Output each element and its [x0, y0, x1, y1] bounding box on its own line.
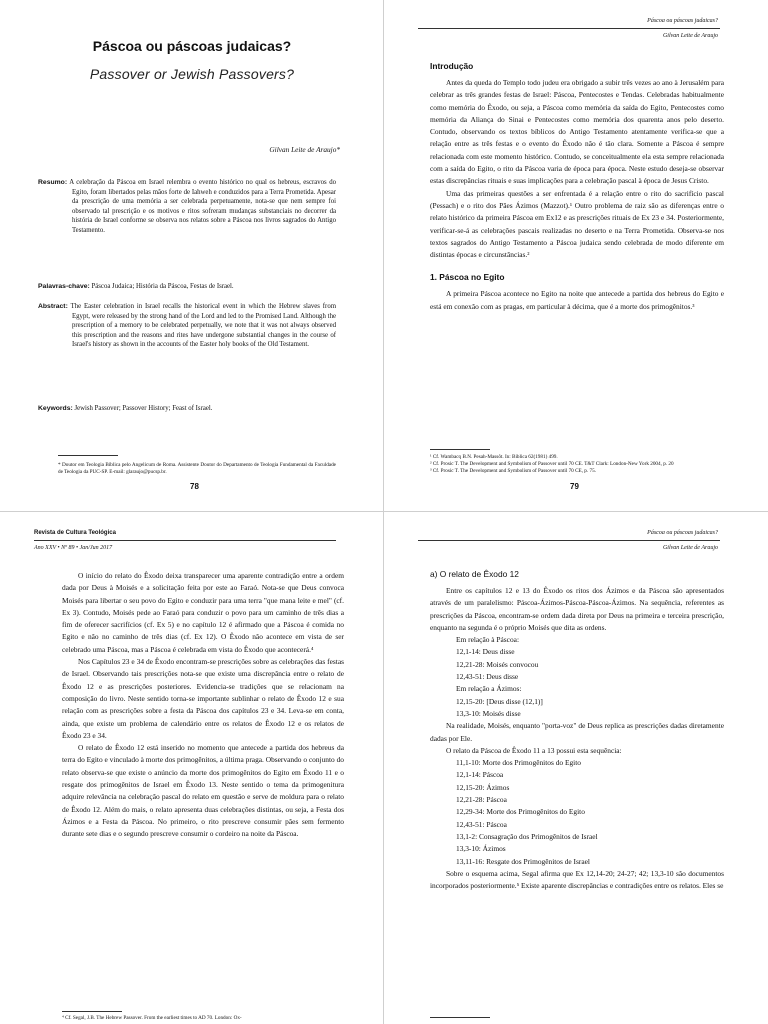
running-header-author: Gilvan Leite de Araujo	[662, 545, 718, 551]
list-item: 12,21-28: Páscoa	[456, 795, 507, 805]
list-item: 11,1-10: Morte dos Primogênitos do Egito	[456, 758, 581, 768]
article-title-pt: Páscoa ou páscoas judaicas?	[92, 38, 292, 54]
list-item: 12,43-51: Páscoa	[456, 819, 507, 829]
section-heading-relato-exodo-12: a) O relato de Êxodo 12	[430, 569, 519, 579]
running-header-journal: Revista de Cultura Teológica	[34, 530, 116, 536]
paragraph: Antes da queda do Templo todo judeu era obrigado a subir três vezes ao ano à Jerusalém para celebrar as três grandes festas de Israel: Páscoa, Pentecostes e Tendas. Celebradas habitualmente como memória do Êxodo, ou seja, a Páscoa como memória da saída do Egito, Pentecostes como memória da Aliança do Sinai e Pentecostes como memória dos quarenta anos pelo deserto. Contudo, observando os textos bíblicos do Antigo Testamento atentamente verifica-se que a relação entre as três festas e o evento do Êxodo não é tão clara. Somente a Páscoa é sempre relacionada com este momento histórico. Contudo, se conceitualmente ela esta sempre relacionada com a saída do Egito, o rito da Páscoa varia de época para época. Neste estudo deseja-se observar estas discrepâncias rituais e suas implicações para a celebração pascal à época de Jesus Cristo.	[430, 78, 724, 186]
footnote-1: ¹ Cf. Wambacq B.N. Pesah-Massôt. In: Biblica 62(1981) 499.	[430, 454, 558, 460]
list-item: 12,1-14: Deus disse	[456, 647, 515, 657]
section-heading-pascoa-egito: 1. Páscoa no Egito	[430, 272, 505, 283]
page-number-78: 78	[190, 482, 199, 491]
page-79	[384, 0, 768, 512]
abstract-block	[38, 302, 336, 350]
page-80	[0, 512, 384, 1024]
paragraph: O relato da Páscoa de Êxodo 11 a 13 possui esta sequência:	[446, 745, 622, 755]
footnote-rule	[430, 449, 490, 450]
footnote-rule	[58, 455, 118, 456]
list-item: Em relação a Ázimos:	[456, 684, 522, 694]
palavras-chave-label: Palavras-chave:	[38, 283, 90, 290]
article-title-en: Passover or Jewish Passovers?	[89, 66, 295, 82]
running-header-title: Páscoa ou páscoas judaicas?	[647, 18, 718, 24]
list-item: 13,1-2: Consagração dos Primogênitos de Israel	[456, 831, 598, 841]
abstract-label: Abstract:	[38, 303, 68, 310]
running-header-title: Páscoa ou páscoas judaicas?	[647, 530, 718, 536]
header-rule	[34, 540, 336, 541]
header-rule	[418, 540, 720, 541]
page-79-body	[430, 60, 724, 313]
page-number-79: 79	[570, 482, 579, 491]
footnote-rule	[62, 1011, 122, 1012]
resumo-label: Resumo:	[38, 179, 68, 186]
list-item: 13,3-10: Ázimos	[456, 844, 506, 854]
footnote-4: ⁴ Cf. Segal, J.B. The Hebrew Passover. From the earliest times to AD 70. London: Ox-	[62, 1015, 242, 1021]
list-item: 12,43-51: Deus disse	[456, 672, 519, 682]
list-item: 12,1-14: Páscoa	[456, 770, 504, 780]
list-item: 12,29-34: Morte dos Primogênitos do Egito	[456, 807, 585, 817]
list-item: 12,21-28: Moisés convocou	[456, 659, 539, 669]
footnote-3: ³ Cf. Prosic T. The Development and Symbolism of Passover until 70 CE, p. 75.	[430, 468, 596, 475]
page-78	[0, 0, 384, 512]
resumo-block	[38, 178, 336, 236]
paragraph: O início do relato do Êxodo deixa transparecer uma aparente contradição entre a ordem dada por Deus à Moisés e a solicitação feita por este ao Faraó. Nota-se que Deus convoca Moisés para libertar o seu povo do Egito e conduzir para uma terra "que mana leite e mel" (cf. Ex 3). Contudo, Moisés pede ao Faraó para conduzir o povo para um caminho de três dias a fim de oferecer sacrifícios (cf. Ex 5) e no capítulo 12 é afirmado que a Páscoa é comida no Egito e não no caminho de três dias (cf. Ex 12). O Êxodo não acontece em vista de ser celebrado uma Páscoa, mas a Páscoa é celebrada em vista do Êxodo que acontecerá.⁴	[62, 571, 344, 654]
running-header-issue: Ano XXV • Nº 89 • Jan/Jun 2017	[34, 545, 113, 551]
paragraph: Nos Capítulos 23 e 34 de Êxodo encontram-se prescrições sobre as celebrações das festas de Israel. Observando tais prescrições nota-se que existe uma discrepância entre o relato de Êxodo 12 e as prescrições posteriores. Evidencia-se tradições que se relacionam na composição do livro. Neste sentido torna-se importante sublinhar o relato de Êxodo 12 e sua relação com as prescrições sobre a festa da Páscoa dos capítulos 23 e 34. Leva-se em conta, ainda, que existe um problema de calendário entre os relatos de Êxodo 12 e os relatos de Êxodo 23 e 34.	[62, 657, 344, 740]
palavras-chave-block	[38, 282, 336, 292]
paragraph: Sobre o esquema acima, Segal afirma que Ex 12,14-20; 24-27; 42; 13,3-10 são documentos incorporados posteriormente.⁵ Existe aparente discrepâncias e contradições entre os relatos. Eles se	[430, 868, 724, 891]
resumo-text: A celebração da Páscoa em Israel relembra o evento histórico no qual os hebreus, escravos do Egito, foram libertados pelas mãos forte de Iahweh e conduzidos para a Terra Prometida. Apesar da prescrição de uma memória a ser celebrada perpetuamente, nota-se que nem sempre foi observado tal prescrição e os motivos e ritos sofreram mudanças substanciais no decorrer da história de Israel conforme se observa nos relatos sobre a Páscoa nos livros sagrados do Antigo Testamento.	[69, 179, 336, 234]
footnote-2: ² Cf. Prosic T. The Development and Symbolism of Passover until 70 CE. T&T Clark: London-New York 2004, p. 20	[430, 461, 674, 468]
keywords-label: Keywords:	[38, 405, 73, 412]
keywords-block	[38, 404, 336, 414]
list-item: 12,15-20: [Deus disse (12,1)]	[456, 696, 543, 706]
section-heading-introducao: Introdução	[430, 61, 474, 71]
paragraph: O relato de Êxodo 12 está inserido no momento que antecede a partida dos hebreus da terra do Egito e vinculado à morte dos primogênitos, a última praga. Observando o conjunto do relato observa-se que existe o anúncio da morte dos primogênitos do Egito em Êxodo 11 e o resgate dos primogênitos de Israel em Êxodo 13. Neste sentido o tema da primogenitura adquire relevância na celebração pascal do relato em questão e serve de moldura para o relato de Êxodo 12. Além do mais, o relato apresenta duas celebrações distintas, ou seja, a Festa dos Ázimos e a Festa da Páscoa. No primeiro, o rito prescreve consumir pães sem fermento durante sete dias e o segundo prescreve consumir o cordeiro na noite da Páscoa.	[62, 743, 344, 839]
list-item: 12,15-20: Ázimos	[456, 782, 510, 792]
footnote-rule	[430, 1017, 490, 1018]
page-81	[384, 512, 768, 1024]
paragraph: Na realidade, Moisés, enquanto "porta-voz" de Deus replica as prescrições dadas diretamente dadas por Ele.	[430, 721, 724, 743]
page-81-body	[430, 568, 724, 892]
abstract-text: The Easter celebration in Israel recalls the historical event in which the Hebrew slaves from Egypt, were released by the strong hand of the Lord and led to the Promised Land. Although the prescription of a memory to be celebrated perpetually, we note that it was not always observed this prescription and the reasons and rites have undergone substantial changes in the course of Israel's history as shown in the accounts of the Easter holy books of the Old Testament.	[70, 303, 336, 349]
paragraph: Uma das primeiras questões a ser enfrentada é a relação entre o rito do sacrifício pascal (Pessach) e o rito dos Pães Ázimos (Mazzot).¹ Outro problema de raiz são as diferenças entre o relato histórico da primeira Páscoa em Ex12 e as prescrições rituais de Ex 23 e 34. Posteriormente, verificar-se-á as celebrações pascais realizadas no deserto e na Terra Prometida. Observa-se nos textos sagrados do Antigo Testamento a Páscoa judaica sendo celebrada de modo diferente em distintas épocas e circunstâncias.²	[430, 188, 724, 260]
author-name: Gilvan Leite de Araujo*	[269, 145, 340, 154]
paragraph: A primeira Páscoa acontece no Egito na noite que antecede a partida dos hebreus do Egito e está em conexão com as pragas, em particular à décima, que é a morte dos primogênitos.³	[430, 289, 724, 311]
footnote-author: * Doutor em Teologia Bíblica pelo Angelicum de Roma. Assistente Doutor do Departamento de Teologia Fundamental da Faculdade de Teologia da PUC-SP. E-mail: glaraujo@pucsp.br.	[58, 462, 336, 476]
page-80-body	[62, 570, 344, 841]
list-item: 13,11-16: Resgate dos Primogênitos de Israel	[456, 856, 590, 866]
list-item: Em relação à Páscoa:	[456, 635, 519, 645]
paragraph: Entre os capítulos 12 e 13 do Êxodo os ritos dos Ázimos e da Páscoa são apresentados através de um paralelismo: Páscoa-Ázimos-Páscoa-Páscoa-Ázimos. Na sequência, referentes as prescrições da Páscoa, encontram-se ordem dada direta por Deus na primeira e terceira prescrição, enquanto na segunda é o próprio Moisés que dita as ordens.	[430, 586, 724, 632]
running-header-author: Gilvan Leite de Araujo	[662, 33, 718, 39]
list-item: 13,3-10: Moisés disse	[456, 708, 521, 718]
footnotes-79	[430, 454, 724, 476]
header-rule	[418, 28, 720, 29]
keywords-text: Jewish Passover; Passover History; Feast of Israel.	[74, 405, 213, 412]
palavras-chave-text: Páscoa Judaica; História da Páscoa, Festas de Israel.	[91, 283, 234, 290]
